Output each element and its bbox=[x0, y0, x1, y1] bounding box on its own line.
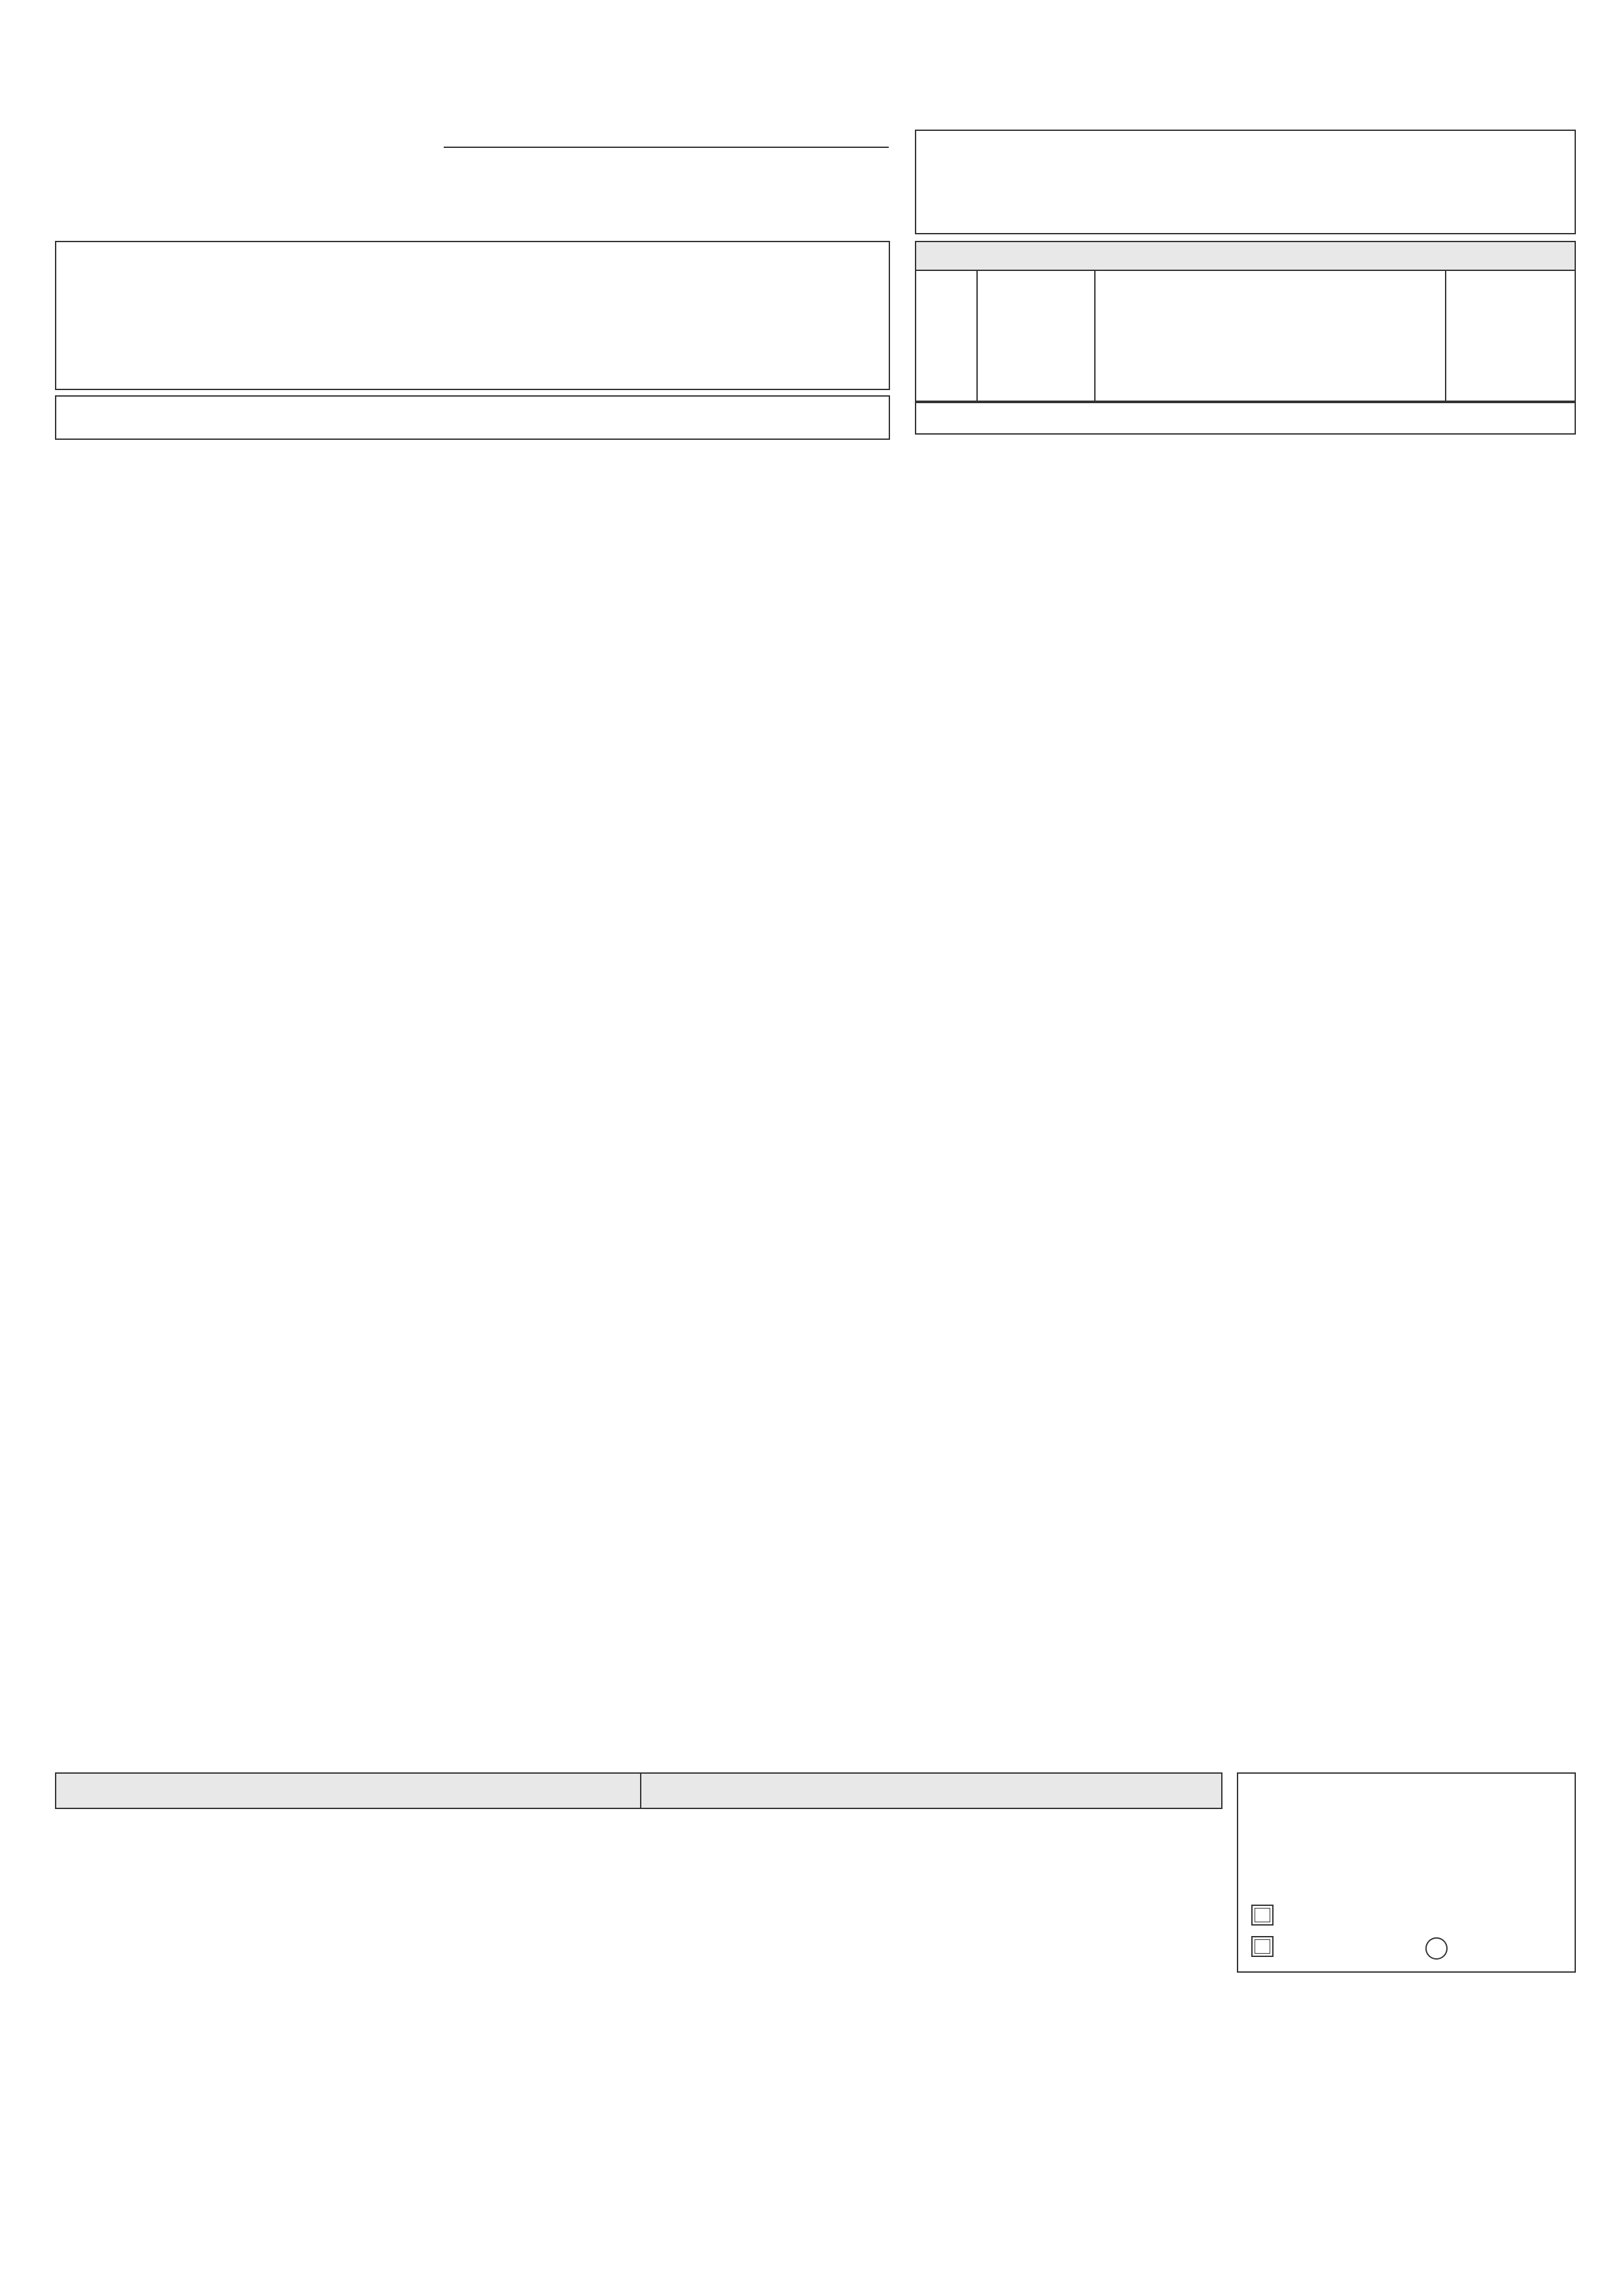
summary-team1-bar bbox=[55, 1772, 641, 1809]
summary-team2-bar bbox=[640, 1772, 1222, 1809]
referee-box bbox=[55, 395, 890, 440]
first-serve-circle-icon bbox=[1425, 1937, 1448, 1960]
sets-total bbox=[915, 402, 1576, 435]
legend-box bbox=[1237, 1772, 1576, 1973]
sets-table bbox=[915, 241, 1576, 402]
start-lineup-icon bbox=[1251, 1905, 1274, 1926]
scoreboard bbox=[915, 130, 1576, 234]
header-divider bbox=[444, 147, 889, 148]
match-info-box bbox=[55, 241, 890, 390]
start-setter-icon bbox=[1251, 1936, 1274, 1957]
